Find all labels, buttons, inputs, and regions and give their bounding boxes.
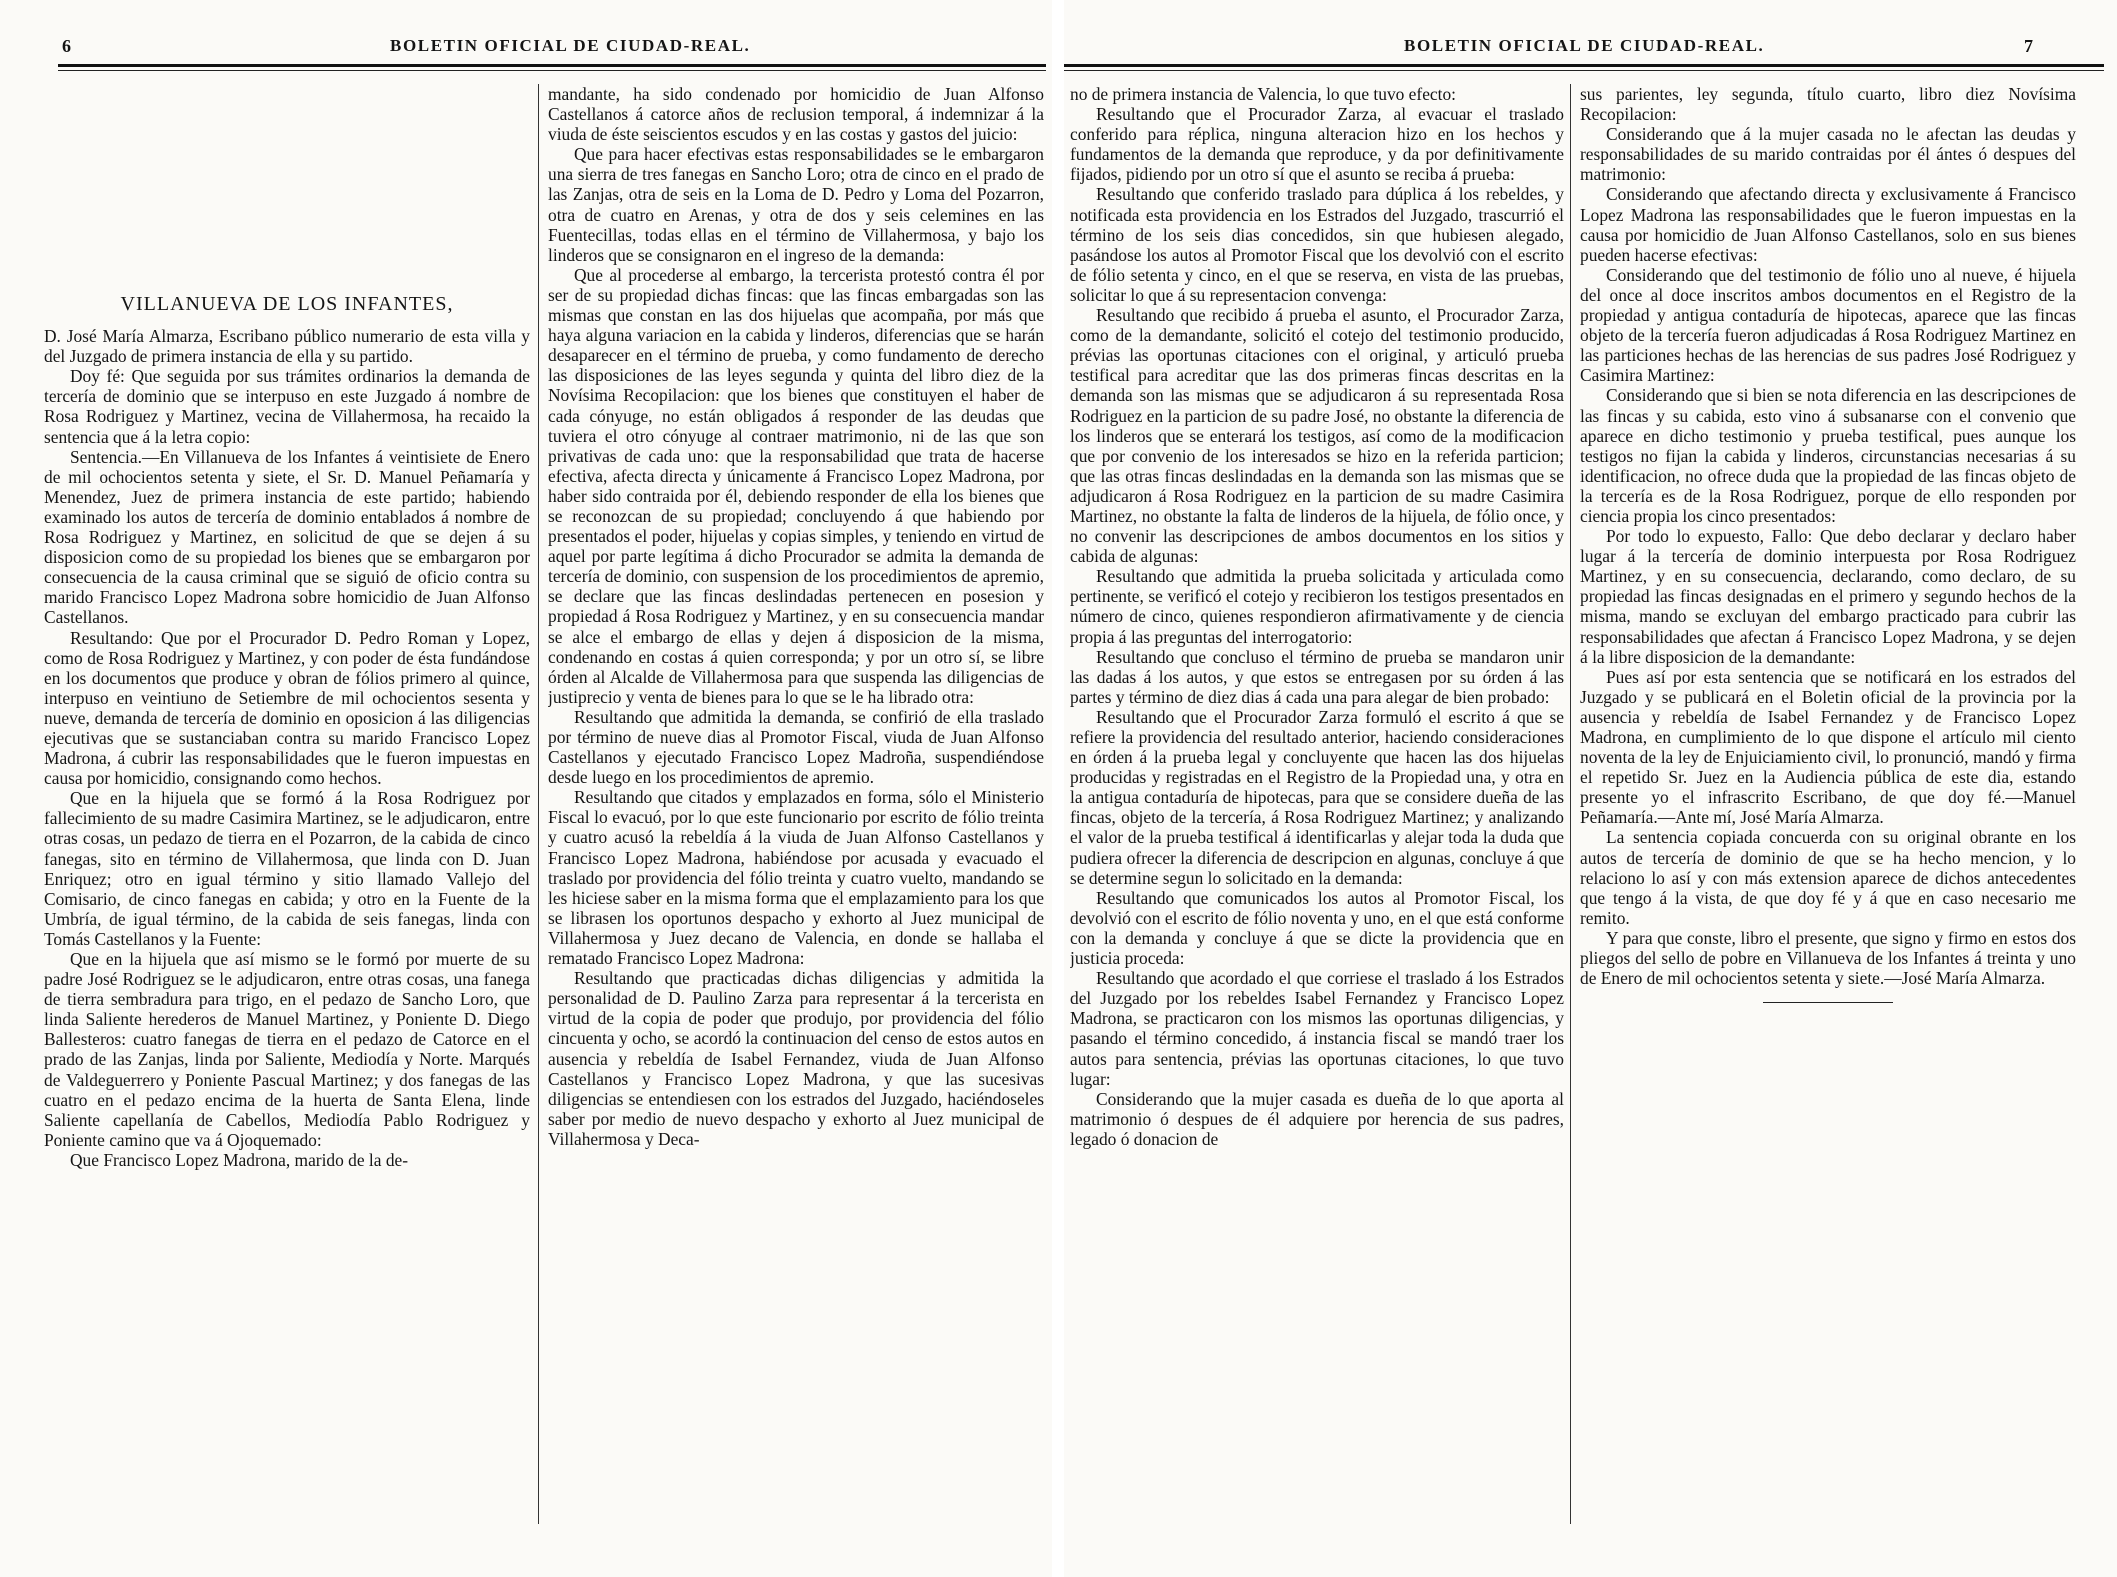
left-page-number: 6 xyxy=(62,36,73,56)
paragraph: Resultando que citados y emplazados en forma, sólo el Ministerio Fiscal lo evacuó, por lo que este funcionario por escrito de fólio treinta y cuatro acusó la rebeldía á la viuda de Juan Alfonso Castellanos y Francisco Lopez Madrona, habiéndose por acusada y evacuado el traslado por providencia del fólio treinta y cuatro vuelto, mandando se les hiciese saber en la misma forma que el emplazamiento para los que se librasen los oportunos despacho y exhorto al Juez municipal de Villahermosa y Juez decano de Valencia, en donde se hallaba el rematado Francisco Lopez Madrona: xyxy=(548,787,1044,969)
paragraph: Que Francisco Lopez Madrona, marido de la de- xyxy=(70,1149,409,1170)
paragraph: Que en la hijuela que así mismo se le formó por muerte de su padre José Rodriguez se le adjudicaron, entre otras cosas, una fanega de tierra sembradura para trigo, en el pedazo de Sancho Loro, que linda Saliente herederos de Manuel Martinez, y Poniente D. Diego Ballesteros: cuatro fanegas de tierra en el pedazo de Catorce en el prado de las Zanjas, linda por Saliente, Mediodía y Norte. Marqués de Valdeguerrero y Poniente Pascual Martinez; y dos fanegas de las cuatro en el pedazo encima de la huerta de Santa Elena, linde Saliente capellanía de Cabellos, Mediodía Pablo Rodriguez y Poniente camino que va á Ojoquemado: xyxy=(44,949,530,1150)
paragraph: Sentencia.—En Villanueva de los Infantes á veintisiete de Enero de mil ochocientos setenta y siete, el Sr. D. Manuel Peñamaría y Menendez, Juez de primera instancia de este partido; habiendo examinado los autos de tercería de dominio entablados á nombre de Rosa Rodriguez y Martinez, en solicitud de que se dejen á su disposicion como de su propiedad los bienes que se embargaron por consecuencia de la causa criminal que se siguió de oficio contra su marido Francisco Lopez Madrona sobre homicidio de Juan Alfonso Castellanos. xyxy=(44,446,530,628)
paragraph: Resultando que acordado el que corriese el traslado á los Estrados del Juzgado por los rebeldes Isabel Fernandez y Francisco Lopez Madrona, se practicaron con los mismos las oportunas diligencias, y pasando el término concedido, á instancia fiscal se mandó traer los autos para sentencia, prévias las oportunas citaciones, lo que tuvo lugar: xyxy=(1070,968,1564,1089)
paragraph: no de primera instancia de Valencia, lo que tuvo efecto: xyxy=(1070,84,1456,104)
right-running-title: BOLETIN OFICIAL DE CIUDAD-REAL. xyxy=(1404,36,1765,55)
paragraph: La sentencia copiada concuerda con su original obrante en los autos de tercería de dominio de que se ha hecho mencion, y lo relaciono lo así y con más extension aparece de dichos antecedentes que tengo á la vista, de que doy fé y á que en caso necesario me remito. xyxy=(1580,827,2076,928)
paragraph: Considerando que afectando directa y exclusivamente á Francisco Lopez Madrona las responsabilidades que le fueron impuestas en la causa por homicidio de Juan Alfonso Castellanos, solo en sus bienes pueden hacerse efectivas: xyxy=(1580,184,2076,265)
section-title: VILLANUEVA DE LOS INFANTES, xyxy=(120,293,454,315)
paragraph: Pues así por esta sentencia que se notificará en los estrados del Juzgado y se publicará en el Boletin oficial de la provincia por la ausencia y rebeldía de Isabel Fernandez y de Francisco Lopez Madrona, en cumplimiento de lo que dispone el artículo mil ciento noventa de la ley de Enjuiciamiento civil, lo pronunció, mandó y firma el repetido Sr. Juez en la Audiencia pública de este dia, estando presente yo el infrascrito Escribano, de que doy fé.—Manuel Peñamaría.—Ante mí, José María Almarza. xyxy=(1580,666,2076,828)
column-divider xyxy=(1570,84,1571,1524)
blank-faded-area xyxy=(44,84,530,294)
paragraph: Resultando que el Procurador Zarza, al evacuar el traslado conferido para réplica, ninguna alteracion hizo en los hechos y fundamentos de la demanda que reproduce, y da por definitivamente fijados, pidiendo por un otro sí que el asunto se reciba á prueba: xyxy=(1070,104,1564,185)
left-page-header xyxy=(0,36,1052,62)
column-divider xyxy=(538,84,539,1524)
right-page-header xyxy=(1064,36,2117,62)
right-header-rule xyxy=(1064,64,2104,67)
left-page xyxy=(0,0,1052,1577)
paragraph: Resultando que el Procurador Zarza formuló el escrito á que se refiere la providencia del resultado anterior, haciendo consideraciones en órden á la prueba legal y concluyente que hacen las dos hijuelas producidas y registradas en el Registro de la Propiedad una, y otra en la antigua contaduría de hipotecas, para que se considere dueña de las fincas, objeto de la tercería, á Rosa Rodriguez Martinez; y analizando el valor de la prueba testifical á identificarlas y alejar toda la duda que pudiera ofrecer la diferencia de descripcion en algunas, concluye á que se determine segun lo solicitado en la demanda: xyxy=(1070,706,1564,888)
left-header-rule-thin xyxy=(58,70,1046,71)
paragraph: Por todo lo expuesto, Fallo: Que debo declarar y declaro haber lugar á la tercería de dominio interpuesta por Rosa Rodriguez Martinez, y en su consecuencia, declarando, como declaro, de su propiedad las fincas designadas en el primero y segundo hechos de la misma, mando se excluyan del embargo practicado para cubrir las responsabilidades que afectan á Francisco Lopez Madrona, y se dejen á la libre disposicion de la demandante: xyxy=(1580,526,2076,667)
paragraph: Resultando que comunicados los autos al Promotor Fiscal, los devolvió con el escrito de fólio noventa y uno, en el que está conforme con la demanda y concluye á que se dicte la providencia que en justicia proceda: xyxy=(1070,887,1564,969)
closing-rule xyxy=(1763,1002,1893,1003)
paragraph: Que para hacer efectivas estas responsabilidades se le embargaron una sierra de tres fanegas en Sancho Loro; otra de cinco en el prado de las Zanjas, otra de seis en la Loma de D. Pedro y Loma del Pozarron, otra de cuatro en Arenas, y otra de dos y seis celemines en las Fuentecillas, todas ellas en el término de Villahermosa, y bajo los linderos que se consignaron en el ingreso de la demanda: xyxy=(548,144,1044,265)
column-1 xyxy=(44,84,530,1534)
column-3 xyxy=(1070,84,1564,1534)
paragraph: Resultando que admitida la demanda, se confirió de ella traslado por término de nueve dias al Promotor Fiscal, viuda de Juan Alfonso Castellanos y ejecutado Francisco Lopez Madroña, suspendiéndose desde luego en los procedimientos de apremio. xyxy=(548,706,1044,788)
paragraph: Que al procederse al embargo, la tercerista protestó contra él por ser de su propiedad dichas fincas: que las fincas embargadas son las mismas que constan en las dos hijuelas que acompaña, por más que haya alguna variacion en la cabida y linderos, diferencias que se harán desaparecer en el término de prueba, y como fundamento de derecho las disposiciones de las leyes segunda y quinta del libro diez de la Novísima Recopilacion: que los bienes que constituyen el haber de cada cónyuge, no están obligados á responder de las deudas que tuviera el otro cónyuge al contraer matrimonio, ni de las que son privativas de cada uno: que la responsabilidad que trata de hacerse efectiva, afecta directa y únicamente á Francisco Lopez Madrona, por haber sido contraida por él, debiendo responder de ella los bienes que se reconozcan de su propiedad; concluyendo á que habiendo por presentados el poder, hijuelas y copias simples, y teniendo en virtud de aquel por parte legítima á dicho Procurador se admita la demanda de tercería de dominio, con suspension de los procedimientos de apremio, se declare que las fincas deslindadas pertenecen en posesion y propiedad á Rosa Rodriguez y Martinez, y en su consecuencia mandar se alce el embargo de ellas y dejen á disposicion de la misma, condenando en costas á quien corresponda; y por un otro sí, se libre órden al Alcalde de Villahermosa para que suspenda las diligencias de justiprecio y venta de bienes para lo que se le ha librado otra: xyxy=(548,264,1044,707)
column-4 xyxy=(1580,84,2076,1534)
right-header-rule-thin xyxy=(1064,70,2104,71)
right-page-number: 7 xyxy=(2024,36,2035,56)
left-running-title: BOLETIN OFICIAL DE CIUDAD-REAL. xyxy=(390,36,751,55)
paragraph: Doy fé: Que seguida por sus trámites ordinarios la demanda de tercería de dominio que se interpuso en este Juzgado á nombre de Rosa Rodriguez y Martinez, vecina de Villahermosa, ha recaido la sentencia que á la letra copio: xyxy=(44,366,530,447)
paragraph: Considerando que á la mujer casada no le afectan las deudas y responsabilidades de su marido contraidas por él ántes ó despues del matrimonio: xyxy=(1580,124,2076,185)
page-gutter xyxy=(1052,0,1064,1577)
paragraph: Resultando: Que por el Procurador D. Pedro Roman y Lopez, como de Rosa Rodriguez y Martinez, y con poder de ésta fundándose en los documentos que produce y obran de fólios primero al quince, interpuso en veintiuno de Setiembre de mil ochocientos sesenta y nueve, demanda de tercería de dominio en oposicion á las diligencias ejecutivas que se sustanciaban contra su marido Francisco Lopez Madrona, á cubrir las responsabilidades que le fueron impuestas en causa por homicidio, consignando como hechos. xyxy=(44,627,530,789)
paragraph: Resultando que practicadas dichas diligencias y admitida la personalidad de D. Paulino Zarza para representar á la tercerista en virtud de la copia de poder que produjo, por providencia del fólio cincuenta y ocho, se acordó la continuacion del censo de estos autos en ausencia y rebeldía de Isabel Fernandez, viuda de Juan Alfonso Castellanos y Francisco Lopez Madrona, y que las sucesivas diligencias se entendiesen con los estrados del Juzgado, haciéndoseles saber por medio de nuevo despacho y exhorto al Juez municipal de Villahermosa y Deca- xyxy=(548,968,1044,1149)
paragraph: Considerando que del testimonio de fólio uno al nueve, é hijuela del once al doce inscritos ambos documentos en el Registro de la propiedad y antigua contaduría de hipotecas, aparece que las fincas objeto de la tercería fueron adjudicadas á Rosa Rodriguez Martinez en las particiones hechas de las herencias de sus padres José Rodriguez y Casimira Martinez: xyxy=(1580,264,2076,386)
paragraph: Considerando que si bien se nota diferencia en las descripciones de las fincas y su cabida, esto vino á subsanarse con el convenio que aparece en dicho testimonio y prueba testifical, pues aunque los testigos no fijan la cabida y linderos, circunstancias necesarias á su identificacion, no ofrece duda que la propiedad de las fincas objeto de la tercería es de la Rosa Rodriguez, porque de ello responden por ciencia propia los cinco presentados: xyxy=(1580,385,2076,526)
paragraph: Resultando que recibido á prueba el asunto, el Procurador Zarza, como de la demandante, solicitó el cotejo del testimonio producido, prévias las oportunas citaciones con el original, y articuló prueba testifical para acreditar que las dos primeras fincas descritas en la demanda son las mismas que se adjudicaron á su representada Rosa Rodriguez en la particion de su padre José, no obstante la diferencia de los linderos que se enterará los testigos, así como de la modificacion que por convenio de los interesados se hizo en la referida particion; que las otras fincas deslindadas en la demanda son las mismas que se adjudicaron á Rosa Rodriguez en la particion de su madre Casimira Martinez, no obstante la falta de linderos de la hijuela, de fólio once, y no convenir las descripciones de ambos documentos en los sitios y cabida de algunas: xyxy=(1070,305,1564,567)
right-page xyxy=(1064,0,2117,1577)
paragraph: Que en la hijuela que se formó á la Rosa Rodriguez por fallecimiento de su madre Casimira Martinez, se le adjudicaron, entre otras cosas, un pedazo de tierra en el Pozarron, de la cabida de cinco fanegas, sito en término de Villahermosa, que linda con D. Juan Enriquez; otro en igual término y sitio llamado Vallejo del Comisario, de cinco fanegas en cabida; y otro en la Fuente de la Umbría, de igual término, de la cabida de seis fanegas, linda con Tomás Castellanos y la Fuente: xyxy=(44,788,530,949)
paragraph: Resultando que conferido traslado para dúplica á los rebeldes, y notificada esta providencia en los Estrados del Juzgado, trascurrió el término de los seis dias concedidos, sin que hubiesen alegado, pasándose los autos al Promotor Fiscal que los devolvió con el escrito de fólio setenta y cinco, en el que se reserva, en vista de las pruebas, solicitar lo que á su representacion convenga: xyxy=(1070,184,1564,305)
paragraph: Considerando que la mujer casada es dueña de lo que aporta al matrimonio ó despues de él adquiere por herencia de sus padres, legado ó donacion de xyxy=(1070,1088,1564,1149)
left-header-rule xyxy=(58,64,1046,67)
paragraph: D. José María Almarza, Escribano público numerario de esta villa y del Juzgado de primera instancia de ella y su partido. xyxy=(44,326,530,367)
paragraph: Y para que conste, libro el presente, que signo y firmo en estos dos pliegos del sello de pobre en Villanueva de los Infantes á treinta y uno de Enero de mil ochocientos setenta y siete.—José María Almarza. xyxy=(1580,927,2076,989)
paragraph: mandante, ha sido condenado por homicidio de Juan Alfonso Castellanos á catorce años de reclusion temporal, á indemnizar á la viuda de éste seiscientos escudos y en las costas y gastos del juicio: xyxy=(548,84,1044,145)
column-2 xyxy=(548,84,1044,1534)
paragraph: sus parientes, ley segunda, título cuarto, libro diez Novísima Recopilacion: xyxy=(1580,84,2076,125)
paragraph: Resultando que concluso el término de prueba se mandaron unir las dadas á los autos, y que estos se entregasen por su órden á las partes y término de diez dias á cada una para alegar de bien probado: xyxy=(1070,646,1564,707)
paragraph: Resultando que admitida la prueba solicitada y articulada como pertinente, se verificó el cotejo y recibieron los testigos presentados en número de cinco, quienes respondieron afirmativamente y de ciencia propia á las preguntas del interrogatorio: xyxy=(1070,566,1564,647)
